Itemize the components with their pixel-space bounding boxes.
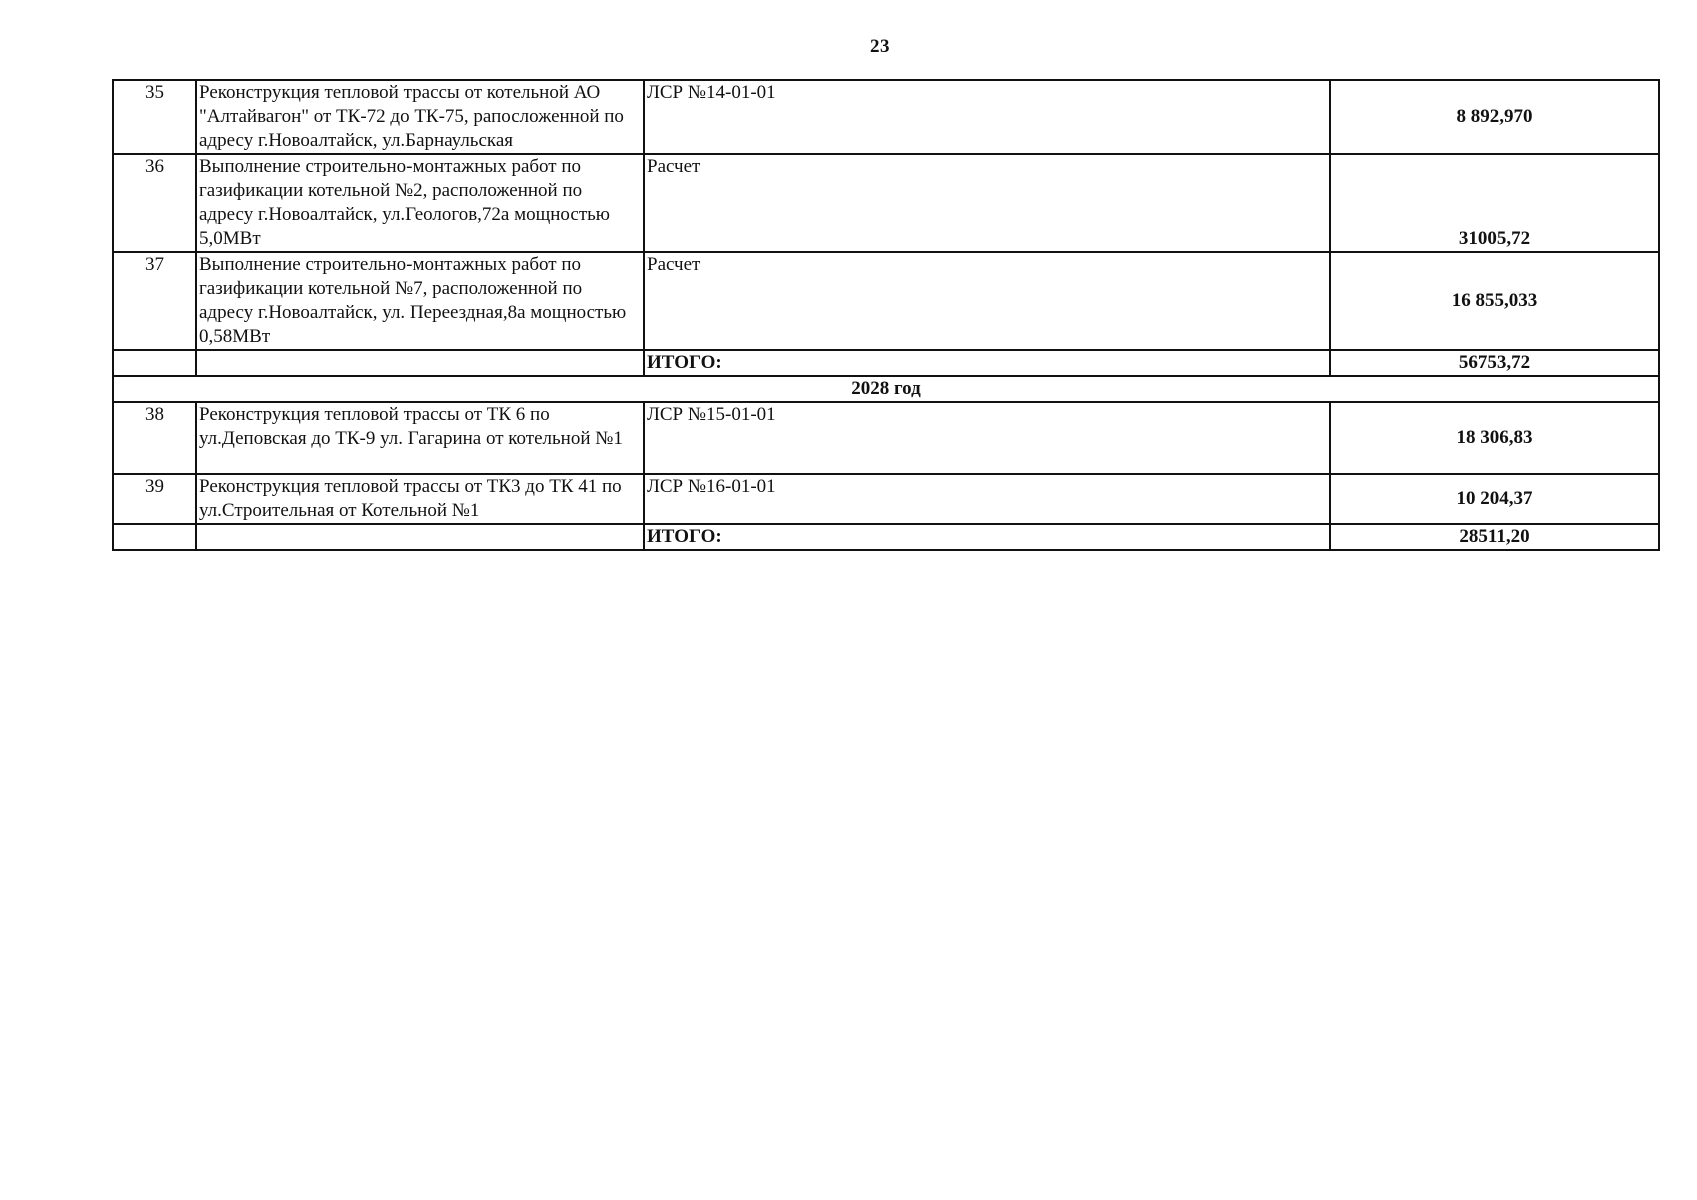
work-name: Реконструкция тепловой трассы от ТК3 до ТК 41 по ул.Строительная от Котельной №1 <box>196 474 644 524</box>
cost-amount: 31005,72 <box>1330 154 1659 252</box>
total-amount: 28511,20 <box>1330 524 1659 550</box>
row-number: 36 <box>113 154 196 252</box>
table-row <box>113 154 1659 252</box>
work-name: Выполнение строительно-монтажных работ по газификации котельной №2, расположенной по адресу г.Новоалтайск, ул.Геологов,72а мощностью 5,0МВт <box>196 154 644 252</box>
work-name: Реконструкция тепловой трассы от ТК 6 по ул.Деповская до ТК-9 ул. Гагарина от котельной №1 <box>196 402 644 474</box>
work-name: Выполнение строительно-монтажных работ по газификации котельной №7, расположенной по адресу г.Новоалтайск, ул. Переездная,8а мощностью 0,58МВт <box>196 252 644 350</box>
cost-amount: 18 306,83 <box>1330 402 1659 474</box>
table-row <box>113 252 1659 350</box>
empty-cell <box>196 524 644 550</box>
works-table <box>112 79 1660 551</box>
row-number: 35 <box>113 80 196 154</box>
table-row <box>113 402 1659 474</box>
total-row <box>113 350 1659 376</box>
total-label: ИТОГО: <box>644 524 1330 550</box>
empty-cell <box>196 350 644 376</box>
cost-amount: 8 892,970 <box>1330 80 1659 154</box>
total-row <box>113 524 1659 550</box>
empty-cell <box>113 524 196 550</box>
cost-source: Расчет <box>644 154 1330 252</box>
cost-amount: 16 855,033 <box>1330 252 1659 350</box>
cost-source: Расчет <box>644 252 1330 350</box>
row-number: 37 <box>113 252 196 350</box>
cost-amount: 10 204,37 <box>1330 474 1659 524</box>
year-header: 2028 год <box>113 376 1659 402</box>
page-number: 23 <box>870 36 890 57</box>
total-amount: 56753,72 <box>1330 350 1659 376</box>
row-number: 38 <box>113 402 196 474</box>
total-label: ИТОГО: <box>644 350 1330 376</box>
year-header-row <box>113 376 1659 402</box>
table-row <box>113 474 1659 524</box>
row-number: 39 <box>113 474 196 524</box>
cost-source: ЛСР №16-01-01 <box>644 474 1330 524</box>
table-row <box>113 80 1659 154</box>
empty-cell <box>113 350 196 376</box>
work-name: Реконструкция тепловой трассы от котельной АО "Алтайвагон" от ТК-72 до ТК-75, рапосложенной по адресу г.Новоалтайск, ул.Барнаульская <box>196 80 644 154</box>
cost-source: ЛСР №14-01-01 <box>644 80 1330 154</box>
cost-source: ЛСР №15-01-01 <box>644 402 1330 474</box>
